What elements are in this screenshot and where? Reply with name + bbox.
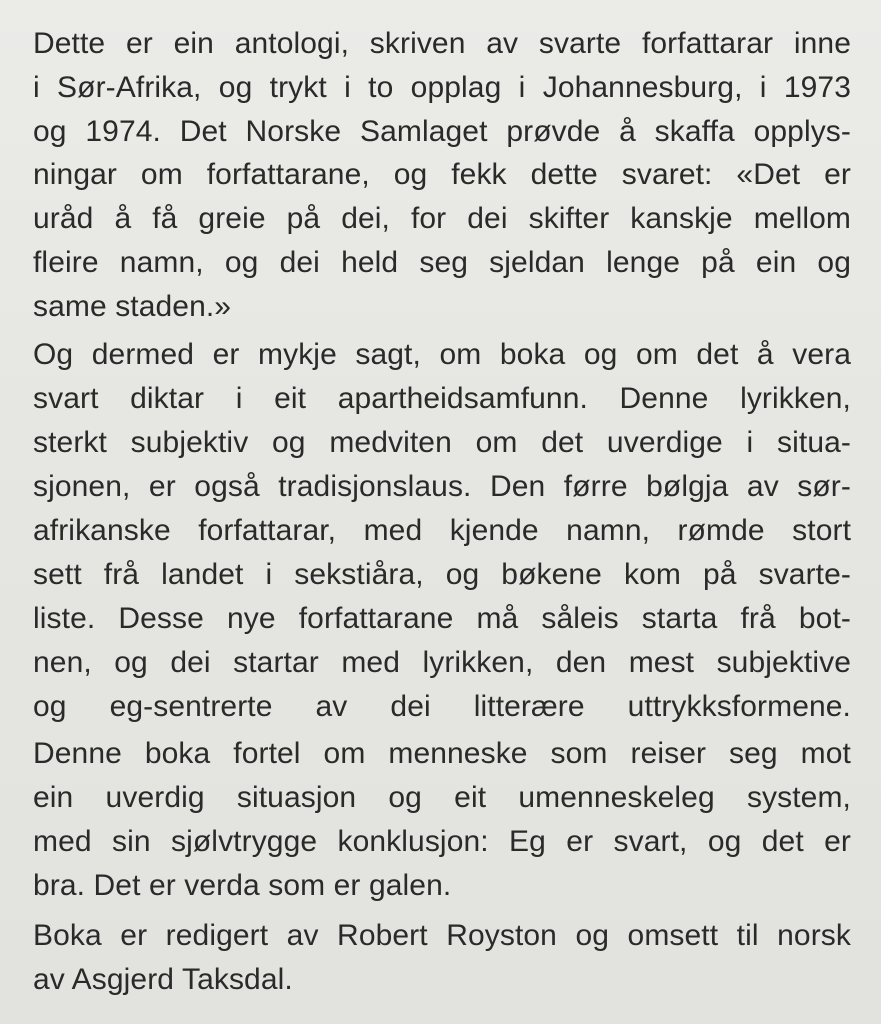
text-line: og 1974. Det Norske Samlaget prøvde å skaffa opplys-	[33, 115, 851, 148]
text-line: fleire namn, og dei held seg sjeldan lenge på ein og	[33, 246, 851, 279]
text-line: liste. Desse nye forfattarane må såleis starta frå bot-	[33, 602, 851, 635]
text-line: Og dermed er mykje sagt, om boka og om det å vera	[33, 338, 851, 371]
text-line: i Sør-Afrika, og trykt i to opplag i Johannesburg, i 1973	[33, 71, 851, 104]
text-line: sjonen, er også tradisjonslaus. Den førre bølgja av sør-	[33, 470, 851, 503]
text-line: nen, og dei startar med lyrikken, den mest subjektive	[33, 646, 851, 679]
text-line: ningar om forfattarane, og fekk dette svaret: «Det er	[33, 158, 851, 191]
text-line: bra. Det er verda som er galen.	[33, 869, 452, 902]
text-line: sterkt subjektiv og medviten om det uverdige i situa-	[33, 426, 851, 459]
text-line: av Asgjerd Taksdal.	[33, 963, 293, 996]
text-line: uråd å få greie på dei, for dei skifter kanskje mellom	[33, 202, 851, 235]
text-line: Boka er redigert av Robert Royston og omsett til norsk	[33, 919, 851, 952]
text-line: Denne boka fortel om menneske som reiser seg mot	[33, 737, 851, 770]
text-line: Dette er ein antologi, skriven av svarte forfattarar inne	[33, 27, 851, 60]
text-line: sett frå landet i sekstiåra, og bøkene kom på svarte-	[33, 558, 851, 591]
text-line: med sin sjølvtrygge konklusjon: Eg er svart, og det er	[33, 825, 851, 858]
text-line: same staden.»	[33, 290, 232, 323]
text-line: ein uverdig situasjon og eit umenneskeleg system,	[33, 781, 851, 814]
text-line: afrikanske forfattarar, med kjende namn, rømde stort	[33, 514, 851, 547]
text-line: svart diktar i eit apartheidsamfunn. Denne lyrikken,	[33, 382, 851, 415]
text-line: og eg-sentrerte av dei litterære uttrykksformene.	[33, 690, 851, 723]
